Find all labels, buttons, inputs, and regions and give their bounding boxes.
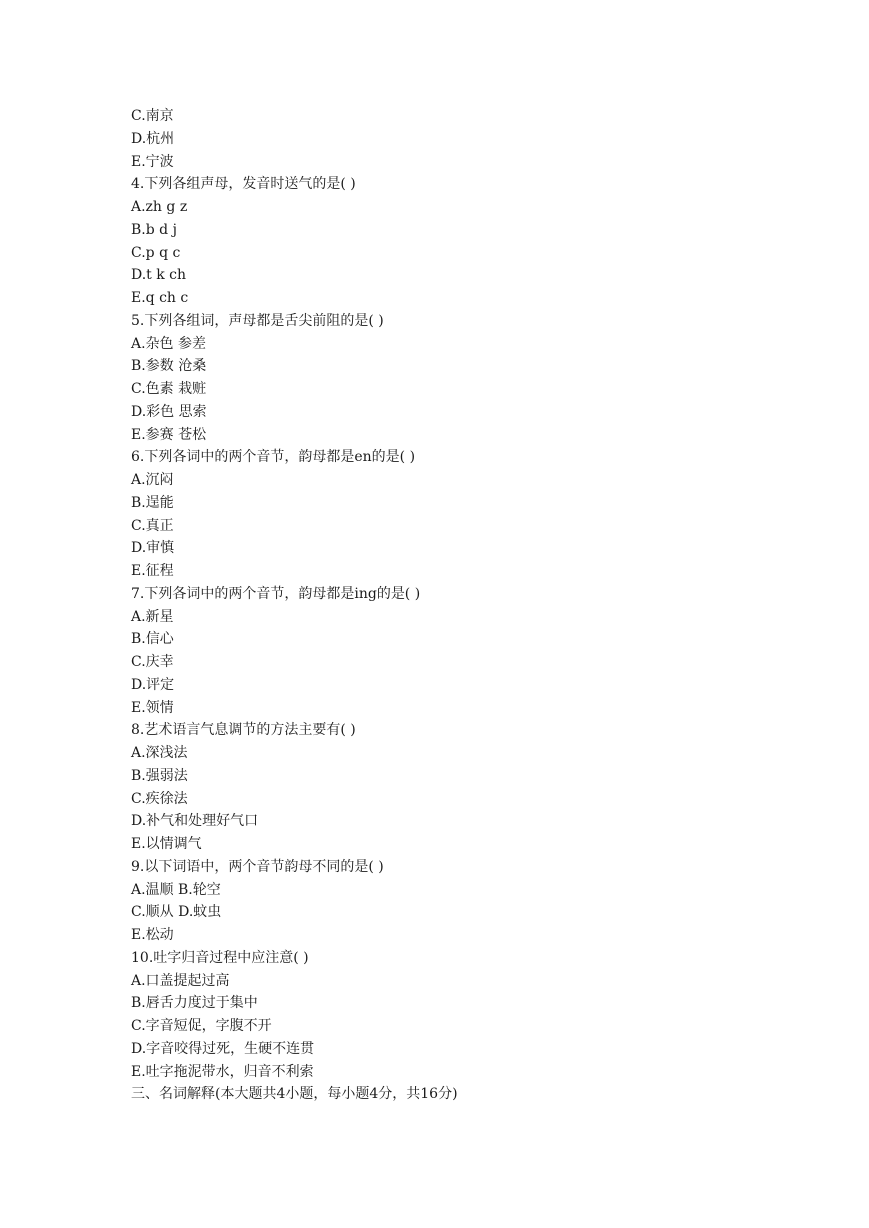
option-d-q6: D.审慎 xyxy=(131,540,175,557)
option-b-q4: B.b d j xyxy=(131,221,177,238)
options-cd-q9: C.顺从 D.蚊虫 xyxy=(131,904,222,921)
option-e-q7: E.领情 xyxy=(131,699,174,716)
question-7: 7.下列各词中的两个音节，韵母都是ing的是( ) xyxy=(131,585,421,602)
option-c-q6: C.真正 xyxy=(131,517,174,534)
option-a-q10: A.口盖提起过高 xyxy=(131,972,230,989)
option-d-q3: D.杭州 xyxy=(131,130,175,147)
option-e-q9: E.松动 xyxy=(131,927,174,943)
option-e-q10: E.吐字拖泥带水，归音不利索 xyxy=(131,1063,314,1080)
option-a-q5: A.杂色 参差 xyxy=(131,335,207,352)
option-d-q10: D.字音咬得过死，生硬不连贯 xyxy=(131,1040,315,1057)
option-e-q8: E.以情调气 xyxy=(131,836,202,852)
option-b-q6: B.逞能 xyxy=(131,494,174,511)
option-c-q7: C.庆幸 xyxy=(131,654,174,670)
option-a-q7: A.新星 xyxy=(131,608,174,625)
section-heading: 三、名词解释(本大题共4小题，每小题4分，共16分) xyxy=(131,1086,458,1103)
option-d-q5: D.彩色 思索 xyxy=(131,403,207,420)
option-e-q5: E.参赛 苍松 xyxy=(131,426,207,443)
option-d-q4: D.t k ch xyxy=(131,267,187,284)
document-page xyxy=(131,105,831,1106)
option-c-q3: C.南京 xyxy=(131,108,174,124)
option-b-q10: B.唇舌力度过于集中 xyxy=(131,995,258,1012)
option-e-q4: E.q ch c xyxy=(131,290,189,306)
question-4: 4.下列各组声母，发音时送气的是( ) xyxy=(131,176,356,193)
option-d-q7: D.评定 xyxy=(131,676,175,693)
option-d-q8: D.补气和处理好气口 xyxy=(131,813,259,830)
options-ab-q9: A.温顺 B.轮空 xyxy=(131,881,221,898)
option-a-q4: A.zh g z xyxy=(131,199,188,215)
option-b-q8: B.强弱法 xyxy=(131,767,188,784)
question-10: 10.吐字归音过程中应注意( ) xyxy=(131,949,309,966)
option-b-q5: B.参数 沧桑 xyxy=(131,358,207,375)
option-e-q6: E.征程 xyxy=(131,563,174,579)
option-b-q7: B.信心 xyxy=(131,631,174,648)
option-c-q5: C.色素 栽赃 xyxy=(131,381,207,397)
option-a-q6: A.沉闷 xyxy=(131,472,174,488)
question-8: 8.艺术语言气息调节的方法主要有( ) xyxy=(131,722,356,739)
option-e-q3: E.宁波 xyxy=(131,153,174,170)
option-c-q4: C.p q c xyxy=(131,244,181,261)
option-c-q8: C.疾徐法 xyxy=(131,790,188,807)
question-5: 5.下列各组词，声母都是舌尖前阻的是( ) xyxy=(131,312,384,329)
question-6: 6.下列各词中的两个音节，韵母都是en的是( ) xyxy=(131,449,416,466)
option-c-q10: C.字音短促，字腹不开 xyxy=(131,1018,272,1034)
question-9: 9.以下词语中，两个音节韵母不同的是( ) xyxy=(131,858,384,875)
option-a-q8: A.深浅法 xyxy=(131,745,188,761)
